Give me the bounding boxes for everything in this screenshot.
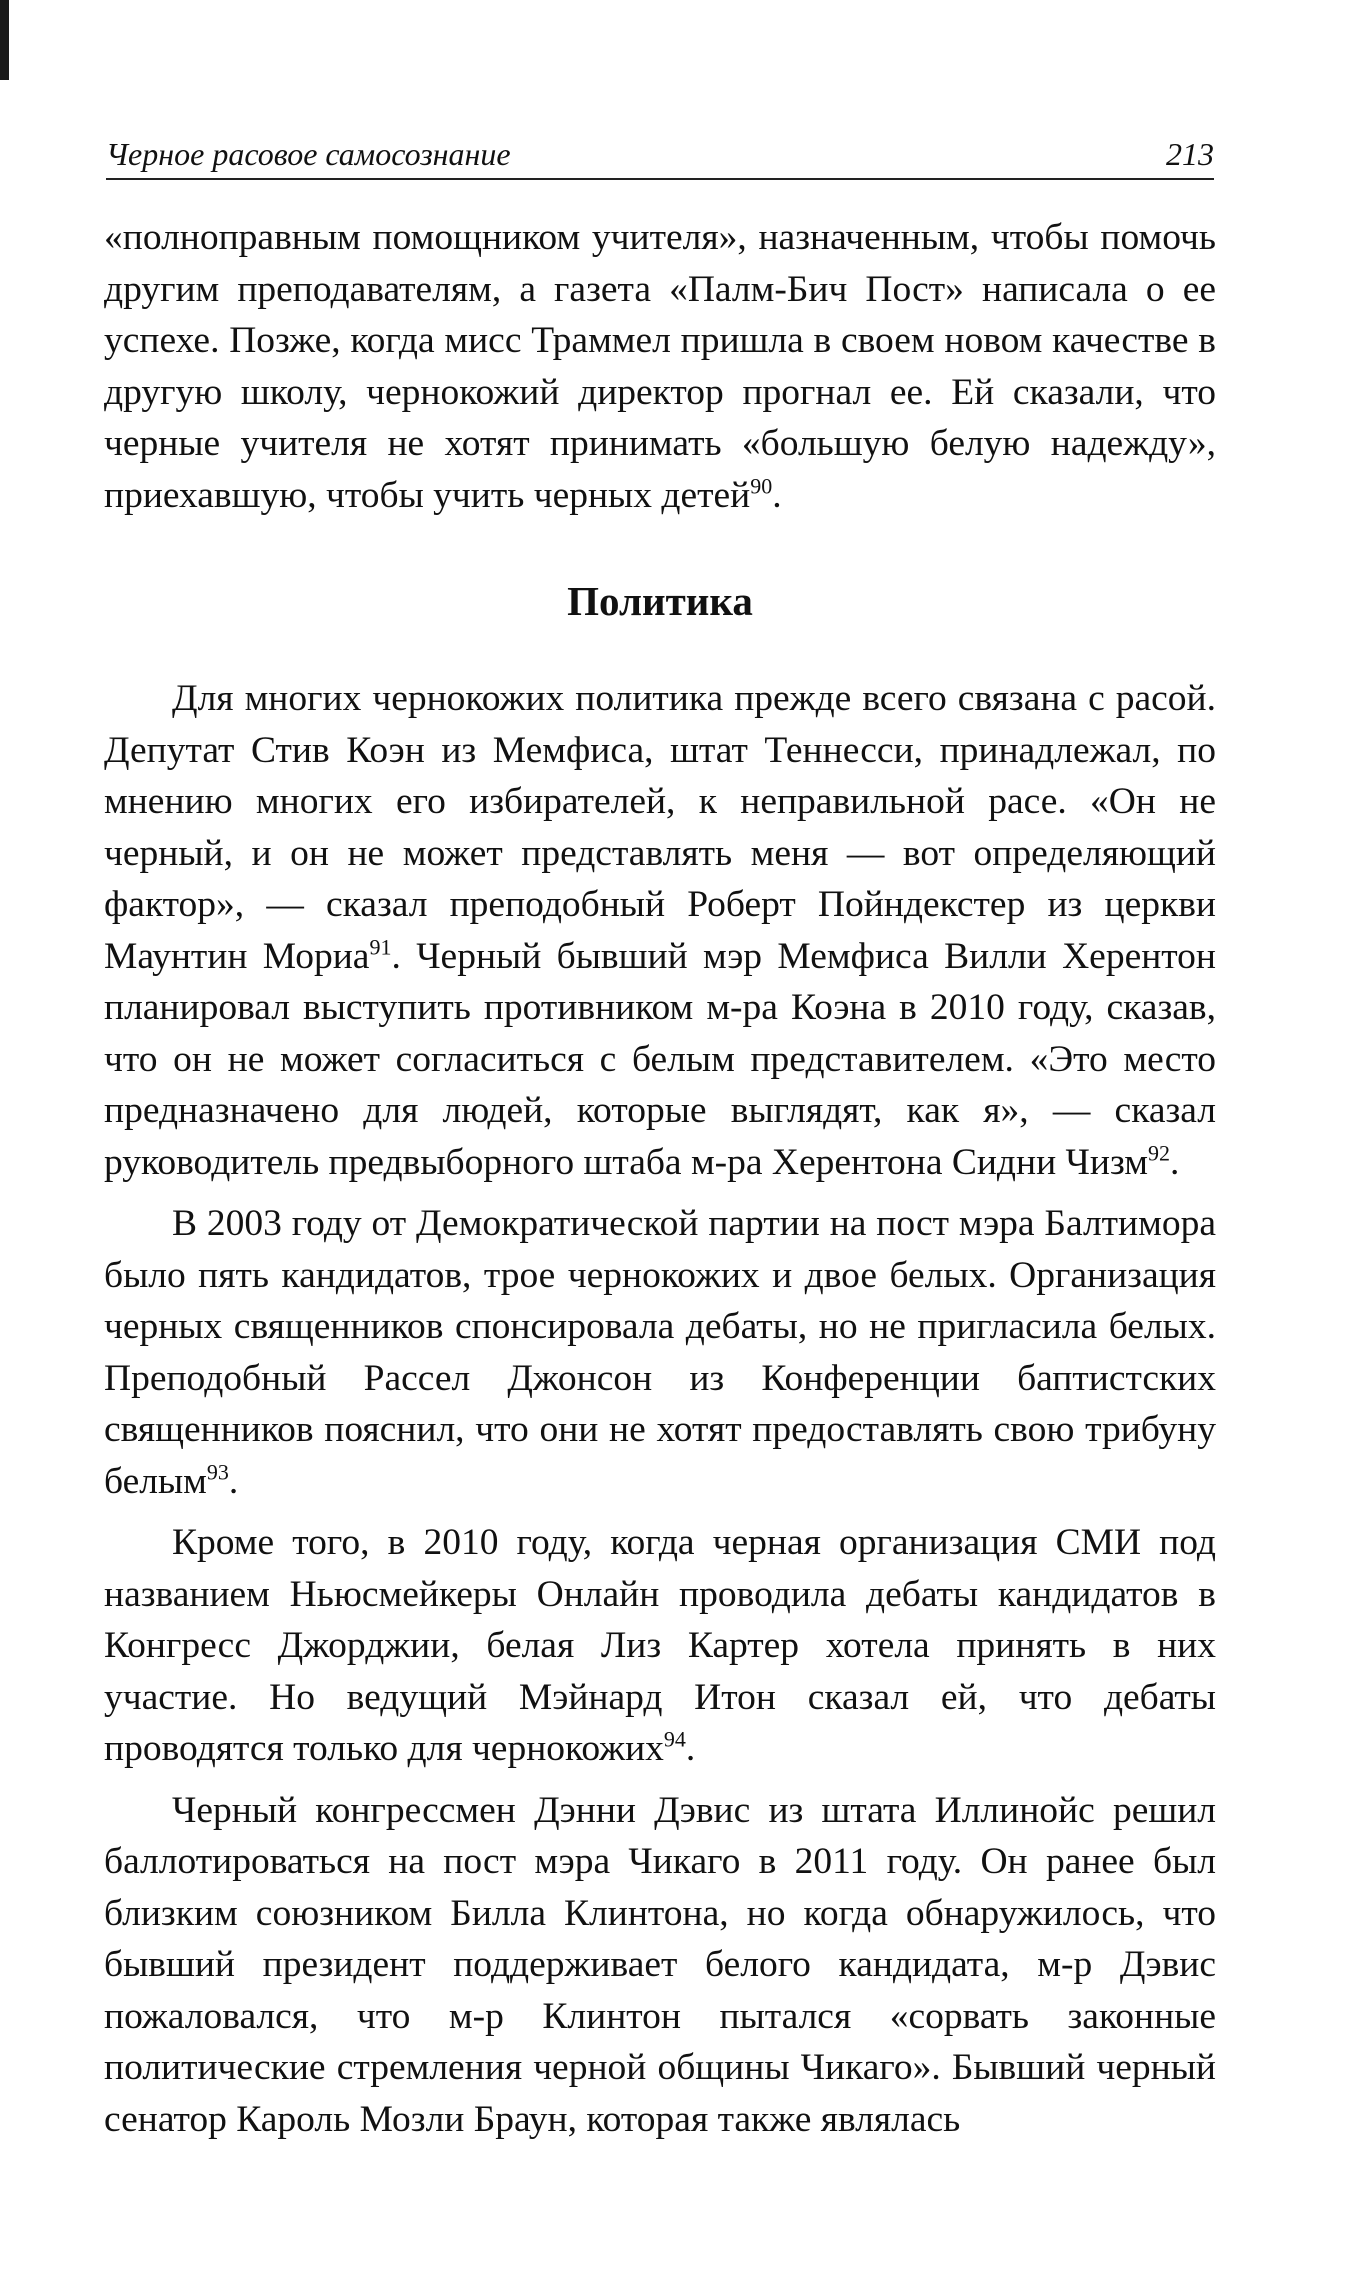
footnote-ref: 94 <box>663 1726 686 1752</box>
paragraph-text: Черный конгрессмен Дэнни Дэвис из штата Иллинойс решил баллотироваться на пост мэра Чикаго в 2011 году. Он ранее был близким союзником Билла Клинтона, но когда обнаружилось, что бывший президент поддерживает белого кандидата, м-р Дэвис пожаловался, что м-р Клинтон пытался «сорвать законные политические стремления черной общины Чикаго». Бывший черный сенатор Кароль Мозли Браун, которая также являлась <box>104 1789 1216 2140</box>
paragraph <box>104 673 1216 1188</box>
section-heading: Политика <box>567 578 753 624</box>
page-number: 213 <box>1166 136 1214 172</box>
footnote-ref: 93 <box>206 1459 229 1484</box>
footnote-ref: 92 <box>1147 1140 1170 1165</box>
footnote-ref: 90 <box>750 473 773 498</box>
paragraph-text: Кроме того, в 2010 году, когда черная организация СМИ под названием Ньюсмейкеры Онлайн проводила дебаты кандидатов в Конгресс Джорджии, белая Лиз Картер хотела принять в них участие. Но ведущий Мэйнард Итон сказал ей, что дебаты проводятся только для чернокожих <box>104 1522 1216 1769</box>
paragraph-text: В 2003 году от Демократической партии на пост мэра Балтимора было пять кандидатов, трое чернокожих и двое белых. Организация черных священников спонсировала дебаты, но не пригласила белых. Преподобный Рассел Джонсон из Конференции баптистских священников пояснил, что они не хотят предоставлять свою трибуну белым <box>104 1203 1216 1502</box>
running-header <box>106 134 1214 180</box>
binding-edge-mark <box>0 0 9 80</box>
running-title: Черное расовое самосознание <box>106 136 511 172</box>
paragraph-text: . Черный бывший мэр Мемфиса Вилли Херентон планировал выступить противником м-ра Коэна в 2010 году, сказав, что он не может согласиться с белым представителем. «Это место предназначено для людей, которые выглядят, как я», — сказал руководитель предвыборного штаба м-ра Херентона Сидни Чизм <box>104 935 1216 1183</box>
paragraph <box>104 212 1216 521</box>
paragraph-text: Для многих чернокожих политика прежде всего связана с расой. Депутат Стив Коэн из Мемфиса, штат Теннесси, принадлежал, по мнению многих его избирателей, к неправильной расе. «Он не черный, и он не может представлять меня — вот определяющий фактор», — сказал преподобный Роберт Пойндекстер из церкви Маунтин Мориа <box>104 678 1216 977</box>
paragraph <box>104 1785 1216 2146</box>
paragraph <box>104 1198 1216 1507</box>
footnote-ref: 91 <box>369 934 392 959</box>
paragraph-text: . <box>772 474 782 516</box>
paragraph-text: «полноправным помощником учителя», назначенным, чтобы помочь другим преподавателям, а газета «Палм-Бич Пост» написала о ее успехе. Позже, когда мисс Траммел пришла в своем новом качестве в другую школу, чернокожий директор прогнал ее. Ей сказали, что черные учителя не хотят принимать «большую белую надежду», приехавшую, чтобы учить черных детей <box>104 217 1216 516</box>
paragraph-text: . <box>1169 1141 1180 1183</box>
paragraph <box>104 1517 1216 1775</box>
paragraph-text: . <box>228 1460 239 1502</box>
body-text <box>104 212 1216 2145</box>
paragraph-text: . <box>685 1728 696 1769</box>
